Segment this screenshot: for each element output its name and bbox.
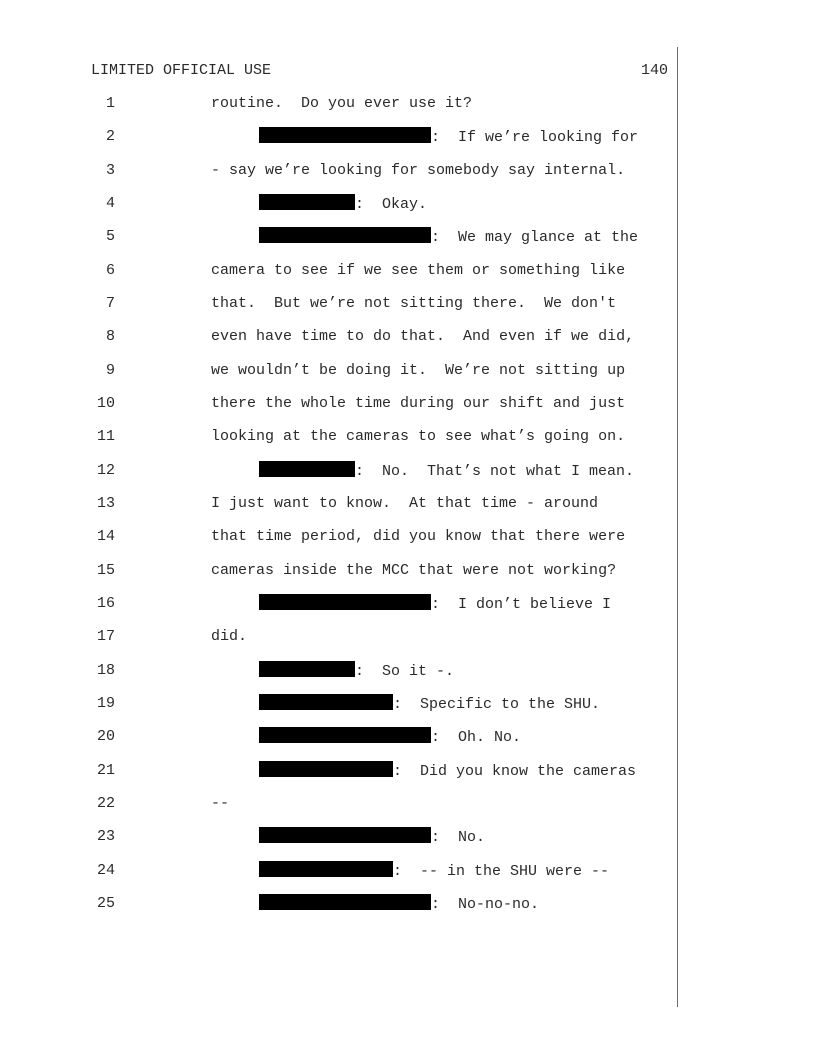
line-number: 21 bbox=[96, 762, 115, 779]
line-content: : Specific to the SHU. bbox=[393, 696, 601, 713]
redaction-box bbox=[259, 661, 355, 677]
speaker-line bbox=[259, 694, 600, 715]
line-text bbox=[211, 794, 229, 814]
line-text bbox=[211, 327, 634, 347]
redaction-box bbox=[259, 727, 431, 743]
redaction-box bbox=[259, 594, 431, 610]
line-content: looking at the cameras to see what’s going on. bbox=[211, 428, 626, 445]
page-number: 140 bbox=[640, 62, 668, 79]
line-text bbox=[211, 394, 625, 414]
line-number: 9 bbox=[105, 362, 115, 379]
line-number: 18 bbox=[96, 662, 115, 679]
speaker-line bbox=[259, 461, 634, 482]
line-content: : We may glance at the bbox=[431, 229, 639, 246]
redaction-box bbox=[259, 694, 393, 710]
line-content: : Okay. bbox=[355, 196, 428, 213]
line-number: 16 bbox=[96, 595, 115, 612]
line-number: 19 bbox=[96, 695, 115, 712]
speaker-line bbox=[259, 594, 611, 615]
line-number: 22 bbox=[96, 795, 115, 812]
line-text bbox=[211, 161, 625, 181]
line-number: 23 bbox=[96, 828, 115, 845]
line-text bbox=[211, 294, 616, 314]
line-content: routine. Do you ever use it? bbox=[211, 95, 473, 112]
line-content: did. bbox=[211, 628, 248, 645]
speaker-line bbox=[259, 861, 609, 882]
line-number: 13 bbox=[96, 495, 115, 512]
line-text bbox=[211, 361, 625, 381]
line-content: camera to see if we see them or something like bbox=[211, 262, 626, 279]
line-content: even have time to do that. And even if we did, bbox=[211, 328, 635, 345]
speaker-line bbox=[259, 827, 485, 848]
line-number: 3 bbox=[105, 162, 115, 179]
line-content: that time period, did you know that there were bbox=[211, 528, 626, 545]
line-content: -- bbox=[211, 795, 230, 812]
line-content: I just want to know. At that time - around bbox=[211, 495, 599, 512]
line-content: : No-no-no. bbox=[431, 896, 540, 913]
line-number: 4 bbox=[105, 195, 115, 212]
line-number: 20 bbox=[96, 728, 115, 745]
speaker-line bbox=[259, 227, 638, 248]
line-number: 17 bbox=[96, 628, 115, 645]
line-number: 6 bbox=[105, 262, 115, 279]
line-content: : No. That’s not what I mean. bbox=[355, 463, 635, 480]
line-content: : -- in the SHU were -- bbox=[393, 863, 610, 880]
line-content: cameras inside the MCC that were not working? bbox=[211, 562, 617, 579]
margin-rule bbox=[677, 47, 678, 1007]
line-number: 2 bbox=[105, 128, 115, 145]
speaker-line bbox=[259, 127, 638, 148]
line-number: 7 bbox=[105, 295, 115, 312]
line-text bbox=[211, 561, 616, 581]
line-text bbox=[211, 427, 625, 447]
line-content: : No. bbox=[431, 829, 486, 846]
redaction-box bbox=[259, 827, 431, 843]
line-number: 10 bbox=[96, 395, 115, 412]
line-content: : Oh. No. bbox=[431, 729, 522, 746]
redaction-box bbox=[259, 461, 355, 477]
line-content: that. But we’re not sitting there. We don't bbox=[211, 295, 617, 312]
line-text bbox=[211, 527, 625, 547]
line-number: 24 bbox=[96, 862, 115, 879]
redaction-box bbox=[259, 861, 393, 877]
redaction-box bbox=[259, 761, 393, 777]
speaker-line bbox=[259, 727, 521, 748]
line-number: 5 bbox=[105, 228, 115, 245]
line-content: : So it -. bbox=[355, 663, 455, 680]
redaction-box bbox=[259, 194, 355, 210]
line-number: 8 bbox=[105, 328, 115, 345]
line-text bbox=[211, 94, 472, 114]
line-content: : If we’re looking for bbox=[431, 129, 639, 146]
line-content: - say we’re looking for somebody say internal. bbox=[211, 162, 626, 179]
speaker-line bbox=[259, 194, 427, 215]
line-content: there the whole time during our shift and just bbox=[211, 395, 626, 412]
redaction-box bbox=[259, 894, 431, 910]
line-content: : I don’t believe I bbox=[431, 596, 612, 613]
line-number: 25 bbox=[96, 895, 115, 912]
speaker-line bbox=[259, 894, 539, 915]
line-text bbox=[211, 261, 625, 281]
header-label: LIMITED OFFICIAL USE bbox=[91, 62, 272, 79]
line-content: we wouldn’t be doing it. We’re not sitting up bbox=[211, 362, 626, 379]
redaction-box bbox=[259, 127, 431, 143]
line-number: 12 bbox=[96, 462, 115, 479]
line-text bbox=[211, 494, 598, 514]
line-content: : Did you know the cameras bbox=[393, 763, 637, 780]
redaction-box bbox=[259, 227, 431, 243]
line-number: 1 bbox=[105, 95, 115, 112]
line-number: 11 bbox=[96, 428, 115, 445]
line-number: 14 bbox=[96, 528, 115, 545]
speaker-line bbox=[259, 761, 636, 782]
line-number: 15 bbox=[96, 562, 115, 579]
line-text bbox=[211, 627, 247, 647]
speaker-line bbox=[259, 661, 454, 682]
